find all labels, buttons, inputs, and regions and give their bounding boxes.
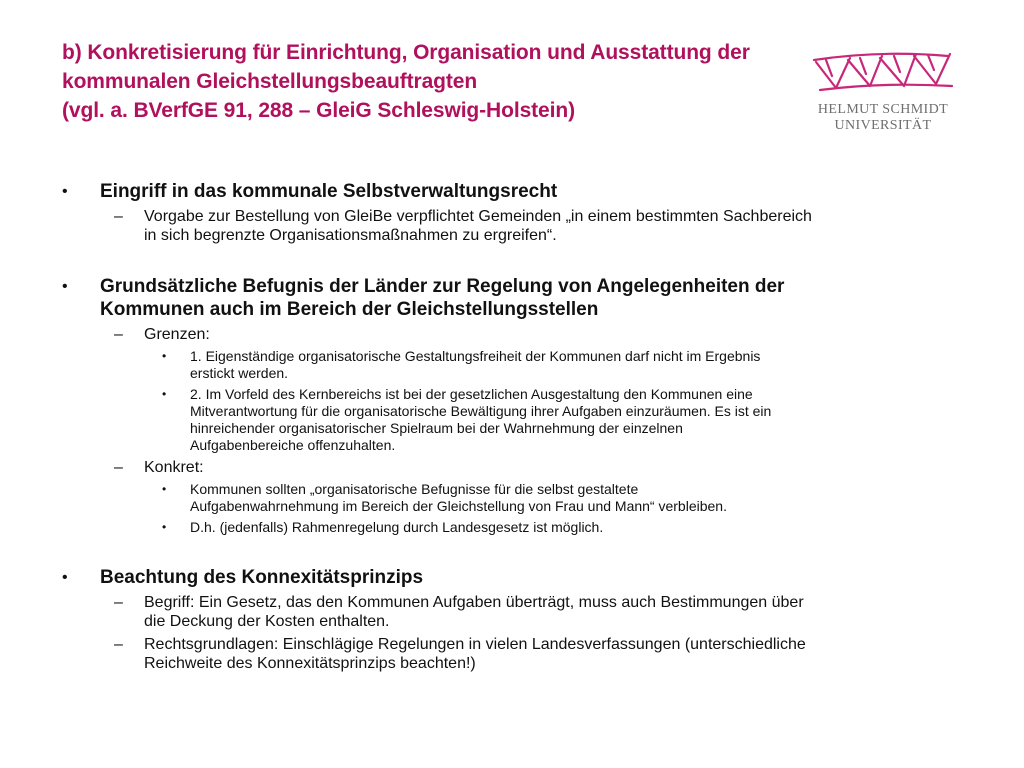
slide-body bbox=[62, 180, 982, 673]
bullet-heading bbox=[62, 566, 982, 589]
logo-text-line: HELMUT SCHMIDT bbox=[817, 102, 949, 117]
bullet-dot-icon: • bbox=[162, 482, 167, 496]
bullet-dot-icon: • bbox=[162, 387, 167, 401]
logo-text-line: UNIVERSITÄT bbox=[834, 118, 932, 133]
slide-title-line: (vgl. a. BVerfGE 91, 288 – GleiG Schleswig-Holstein) bbox=[62, 99, 575, 122]
slide-title-line: kommunalen Gleichstellungsbeauftragten bbox=[62, 70, 478, 93]
sub-sub-bullet-line: hinreichender organisatorischer Spielraum bei der Wahrnehmung der einzelnen bbox=[190, 420, 683, 436]
bullet-heading-line: Grundsätzliche Befugnis der Länder zur Regelung von Angelegenheiten der bbox=[100, 276, 785, 297]
sub-sub-bullet-line: Kommunen sollten „organisatorische Befugnisse für die selbst gestaltete bbox=[190, 481, 639, 497]
sub-sub-bullet-line: 1. Eigenständige organisatorische Gestaltungsfreiheit der Kommunen darf nicht im Ergebnis bbox=[190, 348, 761, 364]
slide-title-line: b) Konkretisierung für Einrichtung, Organisation und Ausstattung der bbox=[62, 41, 750, 64]
sub-sub-bullet-line: Mitverantwortung für die organisatorische Bewältigung ihrer Aufgaben einzuräumen. Es ist ein bbox=[190, 403, 772, 419]
bullet-heading-line: Eingriff in das kommunale Selbstverwaltungsrecht bbox=[100, 181, 558, 202]
sub-bullet-line: Vorgabe zur Bestellung von GleiBe verpflichtet Gemeinden „in einem bestimmten Sachbereich bbox=[144, 208, 812, 225]
sub-bullet bbox=[62, 458, 982, 477]
bullet-dot-icon: • bbox=[162, 349, 167, 363]
sub-sub-bullet-line: 2. Im Vorfeld des Kernbereichs ist bei der gesetzlichen Ausgestaltung den Kommunen eine bbox=[190, 386, 753, 402]
sub-bullet bbox=[62, 325, 982, 344]
bullet-heading bbox=[62, 275, 982, 321]
bullet-dot-icon: • bbox=[162, 520, 167, 534]
sub-sub-bullet bbox=[62, 386, 982, 454]
sub-sub-bullet-line: Aufgabenwahrnehmung im Bereich der Gleichstellung von Frau und Mann“ verbleiben. bbox=[190, 498, 727, 514]
sub-bullet bbox=[62, 593, 982, 631]
bullet-dot-icon: • bbox=[62, 569, 68, 586]
bullet-dot-icon: • bbox=[62, 278, 68, 295]
bullet-heading-line: Beachtung des Konnexitätsprinzips bbox=[100, 567, 424, 588]
dash-icon: – bbox=[114, 326, 123, 343]
sub-bullet-line: Konkret: bbox=[144, 459, 204, 476]
sub-bullet bbox=[62, 207, 982, 245]
sub-sub-bullet bbox=[62, 348, 982, 382]
dash-icon: – bbox=[114, 636, 123, 653]
dash-icon: – bbox=[114, 208, 123, 225]
sub-bullet-line: Rechtsgrundlagen: Einschlägige Regelungen in vielen Landesverfassungen (unterschiedliche bbox=[144, 636, 806, 653]
sub-bullet-line: Begriff: Ein Gesetz, das den Kommunen Aufgaben überträgt, muss auch Bestimmungen über bbox=[144, 594, 804, 611]
bullet-dot-icon: • bbox=[62, 183, 68, 200]
sub-sub-bullet bbox=[62, 519, 982, 536]
sub-bullet-line: Grenzen: bbox=[144, 326, 210, 343]
sub-sub-bullet-line: D.h. (jedenfalls) Rahmenregelung durch Landesgesetz ist möglich. bbox=[190, 519, 604, 535]
bullet-heading bbox=[62, 180, 982, 203]
dash-icon: – bbox=[114, 459, 123, 476]
university-logo bbox=[808, 46, 958, 138]
sub-bullet-line: die Deckung der Kosten enthalten. bbox=[144, 613, 390, 630]
sub-bullet bbox=[62, 635, 982, 673]
slide-title bbox=[62, 38, 792, 125]
sub-sub-bullet bbox=[62, 481, 982, 515]
sub-sub-bullet-line: Aufgabenbereiche offenzuhalten. bbox=[190, 437, 396, 453]
bullet-heading-line: Kommunen auch im Bereich der Gleichstellungsstellen bbox=[100, 299, 599, 320]
dash-icon: – bbox=[114, 594, 123, 611]
logo-mark-icon bbox=[810, 46, 956, 98]
sub-bullet-line: Reichweite des Konnexitätsprinzips beachten!) bbox=[144, 655, 476, 672]
sub-sub-bullet-line: erstickt werden. bbox=[190, 365, 289, 381]
sub-bullet-line: in sich begrenzte Organisationsmaßnahmen zu ergreifen“. bbox=[144, 227, 557, 244]
